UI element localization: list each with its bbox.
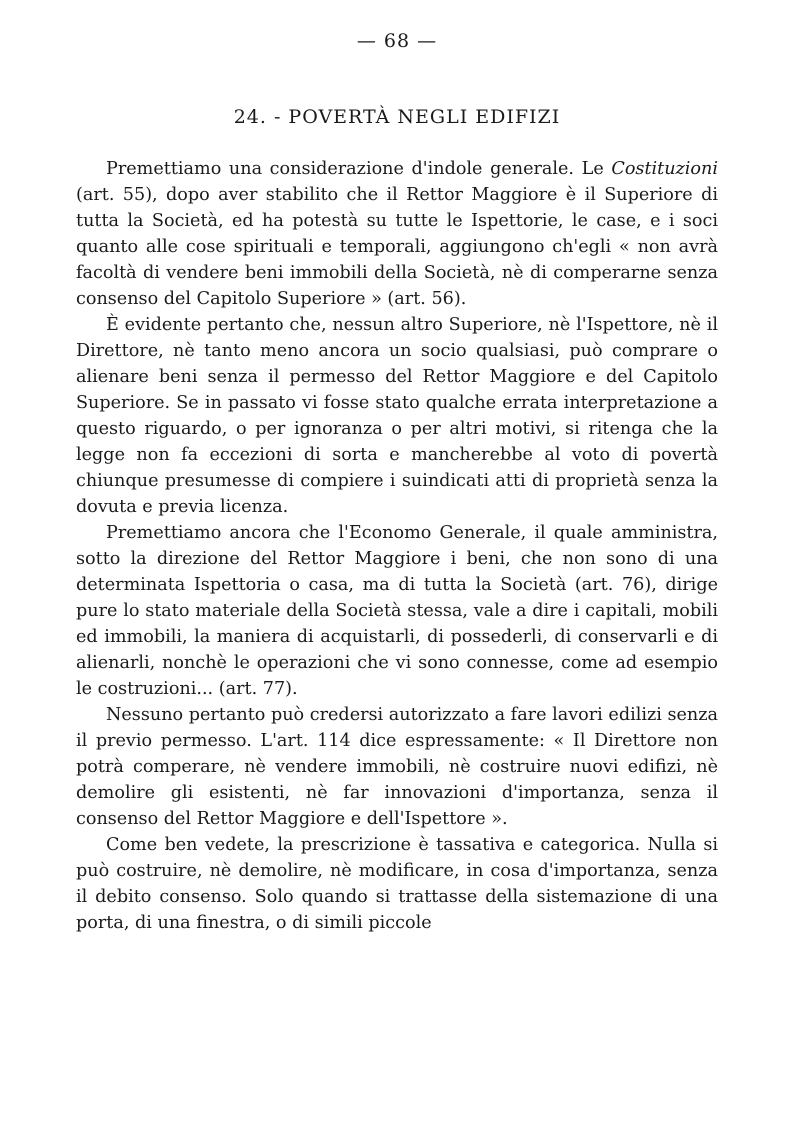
costituzioni-italic: Costituzioni bbox=[611, 159, 718, 179]
document-page bbox=[76, 30, 718, 936]
paragraph-1-lead: Premettiamo una considerazione d'indole generale. Le bbox=[106, 159, 612, 179]
paragraph-4: Nessuno pertanto può credersi autorizzato a fare lavori edilizi senza il previo permesso. L'art. 114 dice espressamente: « Il Direttore non potrà comperare, nè vendere immobili, nè costruire nuovi edifizi, nè demolire gli esistenti, nè far innovazioni d'importanza, senza il consenso del Rettor Maggiore e dell'Ispettore ». bbox=[76, 705, 718, 829]
page-number: — 68 — bbox=[356, 30, 438, 52]
paragraph-5: Come ben vedete, la prescrizione è tassativa e categorica. Nulla si può costruire, nè demolire, nè modificare, in cosa d'importanza, senza il debito consenso. Solo quando si trattasse della sistemazione di una porta, di una finestra, o di simili piccole bbox=[76, 835, 718, 933]
section-title: 24. - POVERTÀ NEGLI EDIFIZI bbox=[233, 106, 561, 128]
paragraph-1-rest: (art. 55), dopo aver stabilito che il Rettor Maggiore è il Superiore di tutta la Società, ed ha potestà su tutte le Ispettorie, le case, e i soci quanto alle cose spirituali e temporali, aggiungono ch'egli « non avrà facoltà di vendere beni immobili della Società, nè di comperarne senza consenso del Capitolo Superiore » (art. 56). bbox=[76, 185, 718, 309]
paragraph-3: Premettiamo ancora che l'Economo Generale, il quale amministra, sotto la direzione del Rettor Maggiore i beni, che non sono di una determinata Ispettoria o casa, ma di tutta la Società (art. 76), dirige pure lo stato materiale della Società stessa, vale a dire i capitali, mobili ed immobili, la maniera di acquistarli, di possederli, di conservarli e di alienarli, nonchè le operazioni che vi sono connesse, come ad esempio le costruzioni... (art. 77). bbox=[76, 523, 718, 699]
paragraph-2: È evidente pertanto che, nessun altro Superiore, nè l'Ispettore, nè il Direttore, nè tanto meno ancora un socio qualsiasi, può comprare o alienare beni senza il permesso del Rettor Maggiore e del Capitolo Superiore. Se in passato vi fosse stato qualche errata interpretazione a questo riguardo, o per ignoranza o per altri motivi, si ritenga che la legge non fa eccezioni di sorta e mancherebbe al voto di povertà chiunque presumesse di compiere i suindicati atti di proprietà senza la dovuta e previa licenza. bbox=[76, 315, 718, 517]
paragraph-1 bbox=[76, 156, 718, 312]
